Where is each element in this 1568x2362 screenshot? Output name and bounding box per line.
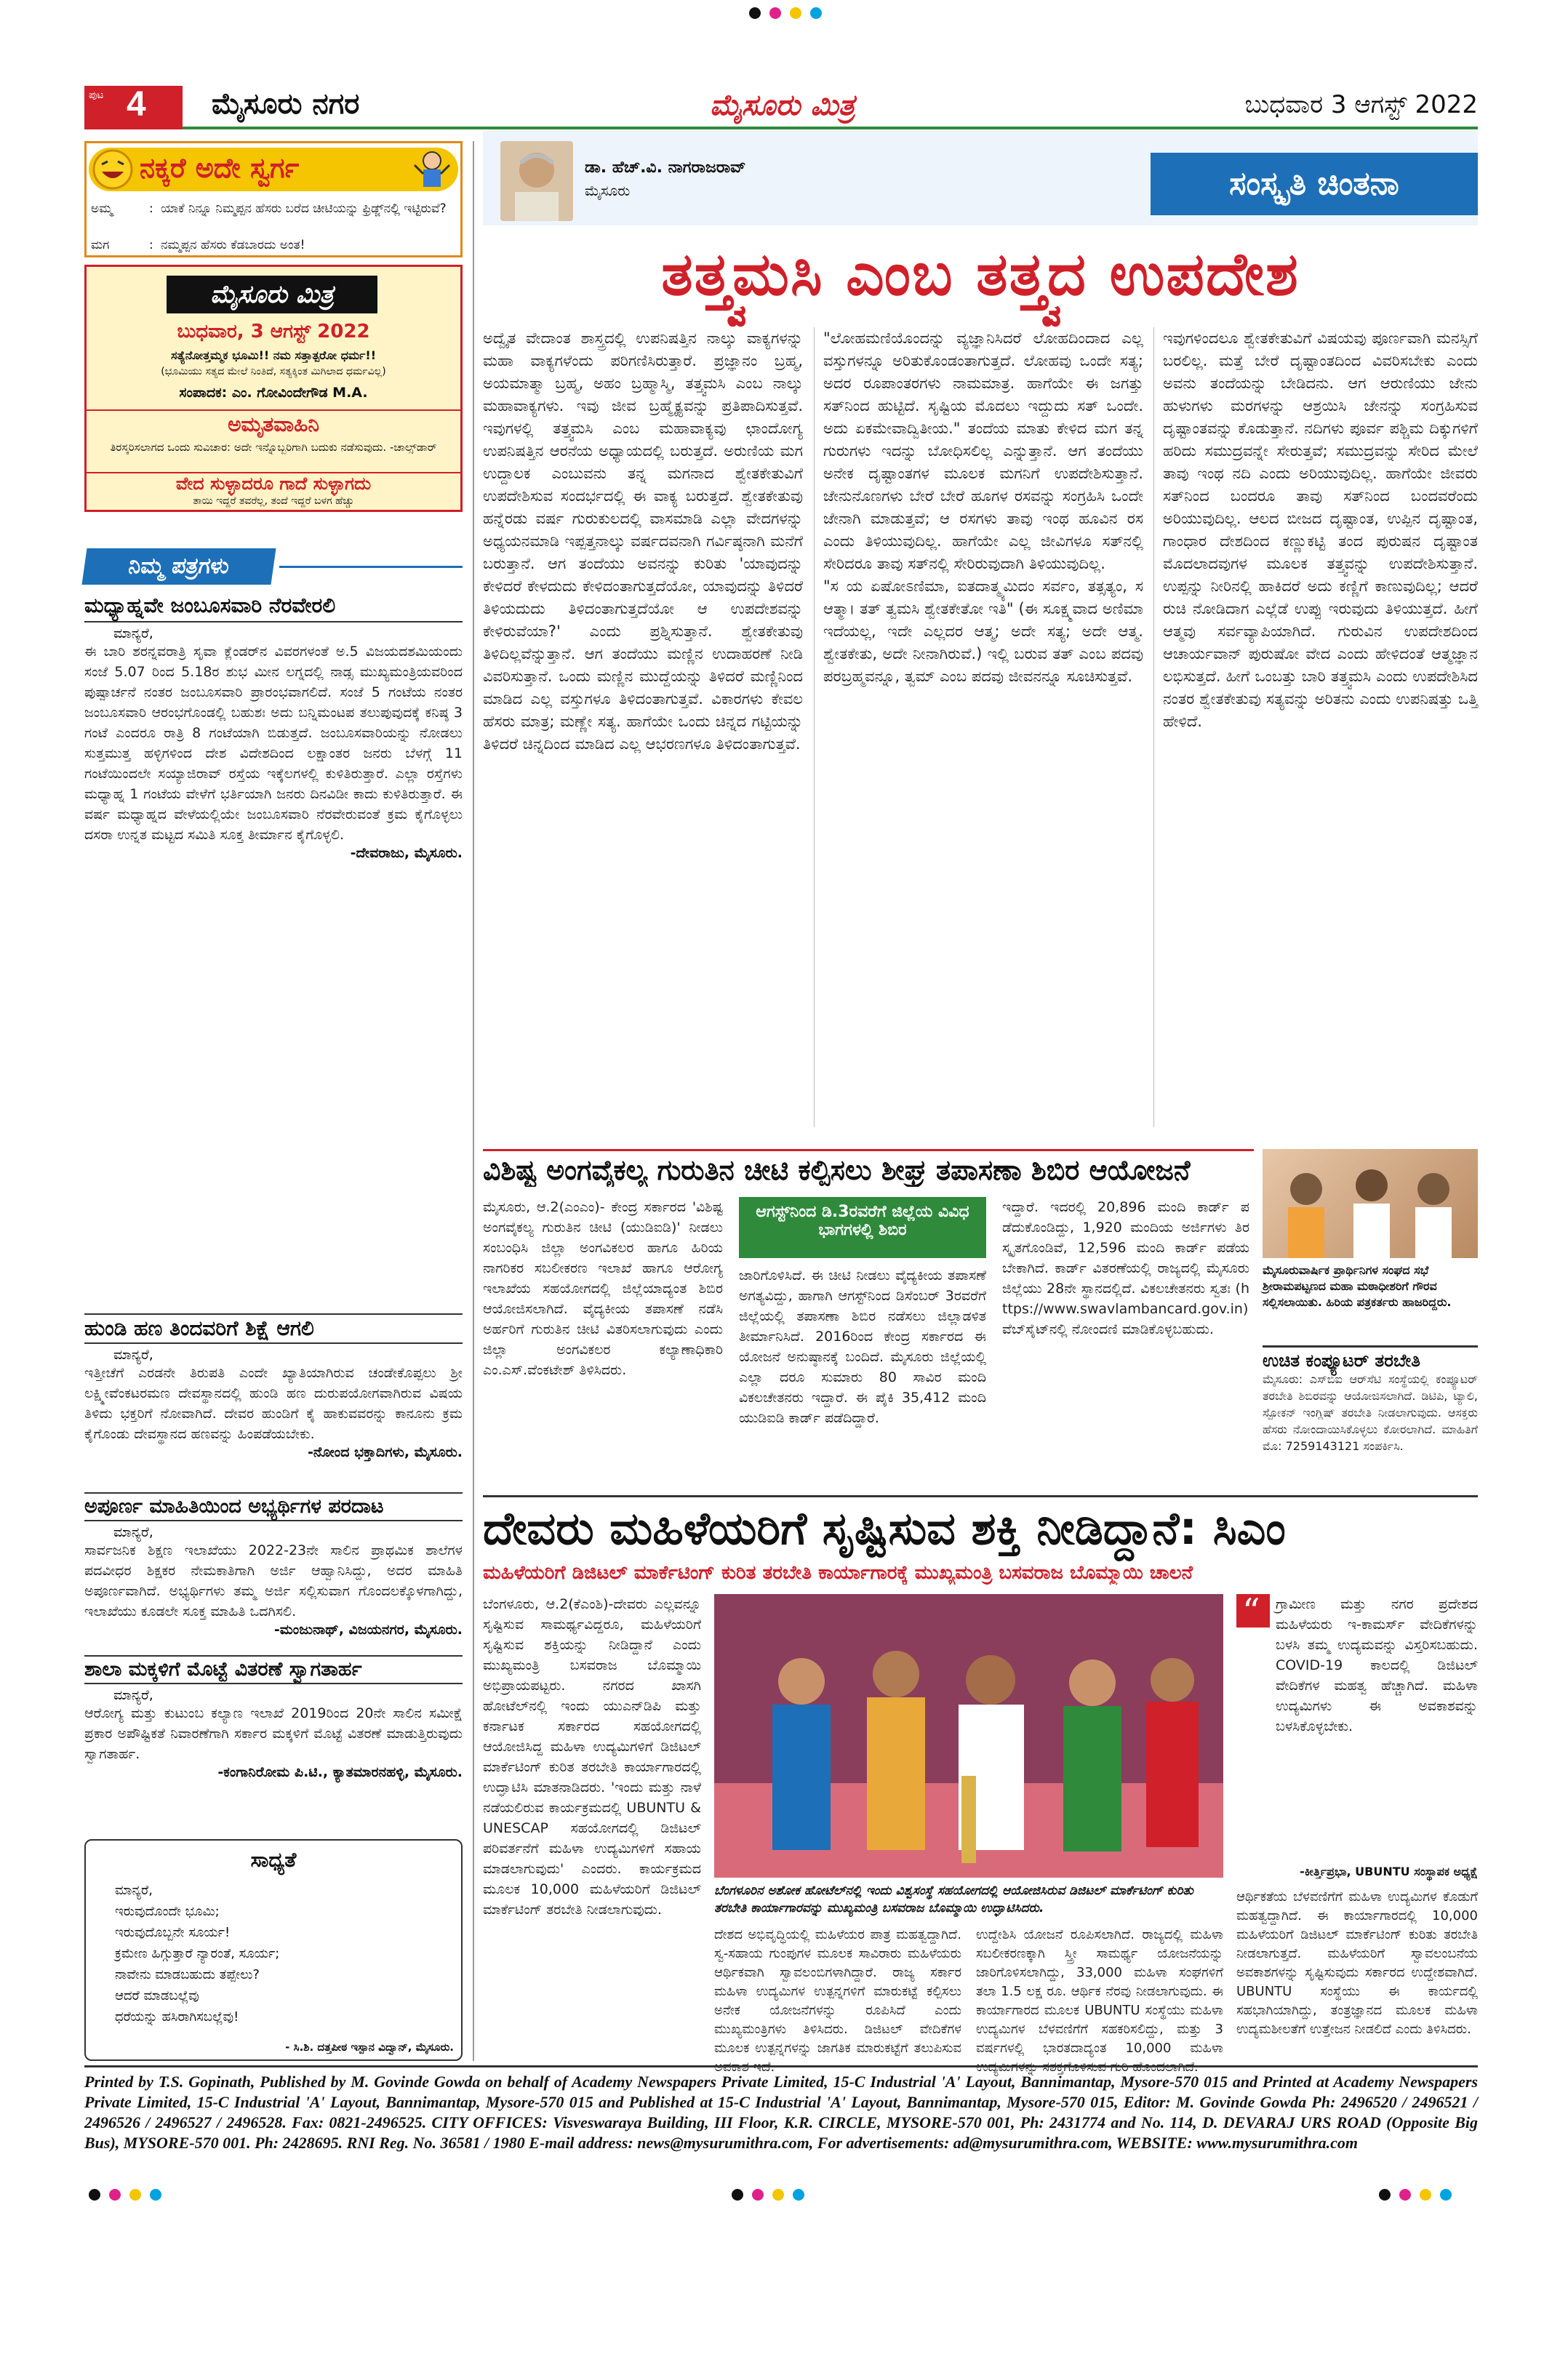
news1-col-1: ಮೈಸೂರು, ಆ.2(ಎಂಎಂ)- ಕೇಂದ್ರ ಸರ್ಕಾರದ 'ವಿಶಿಷ್ಟ ಅಂಗವೈಕಲ್ಯ ಗುರುತಿನ ಚೀಟಿ (ಯುಡಿಐಡಿ)' ನೀಡಲು ಸಂಬಂಧಿಸಿ ಜಿಲ್ಲಾ ಅಂಗವಿಕಲರ ಹಾಗೂ ಹಿರಿಯ ನಾಗರಿಕರ ಸಬಲೀಕರಣ ಇಲಾಖೆ ಹಾಗೂ ಆರೋಗ್ಯ ಇಲಾಖೆಯ ಸಹಯೋಗದಲ್ಲಿ ಜಿಲ್ಲೆಯಾದ್ಯಂತ ಶಿಬಿರ ಆಯೋಜಿಸಲಾಗಿದೆ. ವೈದ್ಯಕೀಯ ತಪಾಸಣೆ ನಡೆಸಿ ಅರ್ಹರಿಗೆ ಗುರುತಿನ ಚೀಟಿ ವಿತರಿಸಲಾಗುವುದು ಎಂದು ಜಿಲ್ಲಾ ಅಂಗವಿಕಲರ ಕಲ್ಯಾಣಾಧಿಕಾರಿ ಎಂ.ಎಸ್.ವೆಂಕಟೇಶ್ ತಿಳಿಸಿದರು. <box>483 1199 723 1378</box>
letter-title: ಅಪೂರ್ಣ ಮಾಹಿತಿಯಿಂದ ಅಭ್ಯರ್ಥಿಗಳ ಪರದಾಟ <box>84 1492 463 1521</box>
veda-text: ತಾಯಿ ಇದ್ದರೆ ತವರೆಲ್ಲ, ತಂದೆ ಇದ್ದರೆ ಬಳಗ ಹೆಚ್ಚು <box>193 495 354 507</box>
photo-box-small <box>1263 1149 1478 1338</box>
letter-4: ಶಾಲಾ ಮಕ್ಕಳಿಗೆ ಮೊಟ್ಟೆ ವಿತರಣೆ ಸ್ವಾಗತಾರ್ಹ ಮಾನ್ಯರೆ, ಆರೋಗ್ಯ ಮತ್ತು ಕುಟುಂಬ ಕಲ್ಯಾಣ ಇಲಾಖೆ 2019ರಿಂದ 20ನೇ ಸಾಲಿನ ಸಮೀಕ್ಷೆ ಪ್ರಕಾರ ಅಪೌಷ್ಟಿಕತೆ ನಿವಾರಣೆಗಾಗಿ ಸರ್ಕಾರ ಮಕ್ಕಳಿಗೆ ಮೊಟ್ಟೆ ವಿತರಣೆ ಮಾಡುತ್ತಿರುವುದು ಸ್ವಾಗತಾರ್ಹ. -ಕಂಗಾನಿರೋಮ ಪಿ.ಟಿ., ಕ್ಯಾತಮಾರನಹಳ್ಳಿ, ಮೈಸೂರು. <box>84 1655 463 1780</box>
author-portrait-icon <box>500 141 573 221</box>
letters-section <box>84 548 463 1712</box>
joke-line-1: ಅಮ್ಮ : ಯಾಕೆ ನಿನ್ನೂ ನಿಮ್ಮಪ್ಪನ ಹೆಸರು ಬರೆದ ಚೀಟಿಯನ್ನು ಫ್ರಿಡ್ಜ್‌ನಲ್ಲಿ ಇಟ್ಟಿರುವೆ? <box>91 201 447 216</box>
joke-title-bar <box>89 148 458 191</box>
left-column <box>84 141 463 2054</box>
editorial-editor: ಸಂಪಾದಕ: ಎಂ. ಗೋವಿಂದೇಗೌಡ M.A. <box>179 385 368 401</box>
feature-article <box>483 131 1478 1142</box>
letter-body: ಇತ್ತೀಚೆಗೆ ಎರಡನೇ ತಿರುಪತಿ ಎಂದೇ ಖ್ಯಾತಿಯಾಗಿರುವ ಚಂಡೇಕೊಪ್ಪಲು ಶ್ರೀ ಲಕ್ಷ್ಮೀವೆಂಕಟರಮಣ ದೇವಸ್ಥಾನದಲ್ಲಿ ಹುಂಡಿ ಹಣ ದುರುಪಯೋಗವಾಗಿರುವ ವಿಷಯ ತಿಳಿದು ಭಕ್ತರಿಗೆ ನೋವಾಗಿದೆ. ದೇವರ ಹುಂಡಿಗೆ ಕೈ ಹಾಕುವವರನ್ನು ಕಾನೂನು ಕ್ರಮ ಕೈಗೊಂಡು ದೇವಸ್ಥಾನದ ಹಣವನ್ನು ಹಿಂಪಡೆಯಬೇಕು. <box>84 1365 463 1442</box>
group-photo <box>1263 1149 1478 1258</box>
news1-col-2: ಜಾರಿಗೊಳಿಸಿದೆ. ಈ ಚೀಟಿ ನೀಡಲು ವೈದ್ಯಕೀಯ ತಪಾಸಣೆ ಅಗತ್ಯವಿದ್ದು, ಹಾಗಾಗಿ ಆಗಸ್ಟ್‌ನಿಂದ ಡಿಸೆಂಬರ್ 3ರವರೆಗೆ ಜಿಲ್ಲೆಯಲ್ಲಿ ತಪಾಸಣಾ ಶಿಬಿರ ನಡೆಸಲು ಜಿಲ್ಲಾಡಳಿತ ತೀರ್ಮಾನಿಸಿದೆ. 2016ರಿಂದ ಕೇಂದ್ರ ಸರ್ಕಾರದ ಈ ಯೋಜನೆ ಅನುಷ್ಠಾನಕ್ಕೆ ಬಂದಿದೆ. ಮೈಸೂರು ಜಿಲ್ಲೆಯಲ್ಲಿ ಎಲ್ಲಾ ದರೂ ಸುಮಾರು 80 ಸಾವಿರ ಮಂದಿ ವಿಕಲಚೇತನರು ಇದ್ದಾರೆ. ಈ ಪೈಕಿ 35,412 ಮಂದಿ ಯುಡಿಐಡಿ ಕಾರ್ಡ್ ಪಡೆದಿದ್ದಾರೆ. <box>739 1268 986 1426</box>
lead-col-2: ದೇಶದ ಅಭಿವೃದ್ಧಿಯಲ್ಲಿ ಮಹಿಳೆಯರ ಪಾತ್ರ ಮಹತ್ವದ್ದಾಗಿದೆ. ಸ್ವ-ಸಹಾಯ ಗುಂಪುಗಳ ಮೂಲಕ ಸಾವಿರಾರು ಮಹಿಳೆಯರು ಆರ್ಥಿಕವಾಗಿ ಸ್ವಾವಲಂಬಿಗಳಾಗಿದ್ದಾರೆ. ರಾಜ್ಯ ಸರ್ಕಾರ ಮಹಿಳಾ ಉದ್ಯಮಿಗಳ ಉತ್ಪನ್ನಗಳಿಗೆ ಮಾರುಕಟ್ಟೆ ಕಲ್ಪಿಸಲು ಅನೇಕ ಯೋಜನೆಗಳನ್ನು ರೂಪಿಸಿದೆ ಎಂದು ಮುಖ್ಯಮಂತ್ರಿಗಳು ತಿಳಿಸಿದರು. ಡಿಜಿಟಲ್ ವೇದಿಕೆಗಳ ಮೂಲಕ ಉತ್ಪನ್ನಗಳನ್ನು ಜಾಗತಿಕ ಮಾರುಕಟ್ಟೆಗೆ ತಲುಪಿಸುವ ಅವಕಾಶ ಇದೆ. <box>714 1927 961 2075</box>
news-disability-card <box>483 1149 1254 1491</box>
notice-box <box>1263 1345 1478 1491</box>
imprint-text: Printed by T.S. Gopinath, Published by M. Govinde Gowda on behalf of Academy Newspapers Private Limited, 15-C Industrial 'A' Layout, Bannimantap, Mysore-570 015 and Printed at Academy Newspapers Private Limited, 15-C Industrial 'A' Layout, Bannimantap, Mysore-570 015 and Published at 15-C Industrial 'A' Layout, Bannimantap, Mysore-570 015, Editor: M. Govinde Gowda Ph: 2496520 / 2496521 / 2496526 / 2496527 / 2496528. Fax: 0821-2496525. CITY OFFICES: Visveswaraya Building, III Floor, K.R. CIRCLE, MYSORE-570 001, Ph: 2431774 and No. 114, D. DEVARAJ URS ROAD (Opposite Big Bus), MYSORE-570 001. Ph: 2428695. RNI Reg. No. 36581 / 1980 E-mail address: news@mysurumithra.com, For advertisements: ad@mysurumithra.com, WEBSITE: www.mysurumithra.com <box>84 2073 1478 2152</box>
feature-col-1: ಅದ್ವೈತ ವೇದಾಂತ ಶಾಸ್ತ್ರದಲ್ಲಿ ಉಪನಿಷತ್ತಿನ ನಾಲ್ಕು ವಾಕ್ಯಗಳನ್ನು ಮಹಾ ವಾಕ್ಯಗಳೆಂದು ಪರಿಗಣಿಸಿರುತ್ತಾರೆ. ಪ್ರಜ್ಞಾನಂ ಬ್ರಹ್ಮ, ಅಯಮಾತ್ಮಾ ಬ್ರಹ್ಮ, ಅಹಂ ಬ್ರಹ್ಮಾಸ್ಮಿ, ತತ್ತ್ವಮಸಿ ಎಂಬ ನಾಲ್ಕು ಮಹಾವಾಕ್ಯಗಳು. ಇವು ಜೀವ ಬ್ರಹ್ಮೈಕ್ಯವನ್ನು ಪ್ರತಿಪಾದಿಸುತ್ತವೆ. ಇವುಗಳಲ್ಲಿ ತತ್ತ್ವಮಸಿ ಎಂಬ ಮಹಾವಾಕ್ಯವು ಛಾಂದೋಗ್ಯ ಉಪನಿಷತ್ತಿನ ಆರನೆಯ ಅಧ್ಯಾಯದಲ್ಲಿ ಬರುತ್ತದೆ. ಅರುಣಿಯ ಮಗ ಉದ್ದಾಲಕ ಎಂಬುವನು ತನ್ನ ಮಗನಾದ ಶ್ವೇತಕೇತುವಿಗೆ ಉಪದೇಶಿಸುವ ಸಂದರ್ಭದಲ್ಲಿ ಈ ವಾಕ್ಯ ಬರುತ್ತದೆ. ಶ್ವೇತಕೇತುವು ಹನ್ನೆರಡು ವರ್ಷ ಗುರುಕುಲದಲ್ಲಿ ವಾಸಮಾಡಿ ಎಲ್ಲಾ ವೇದಗಳನ್ನು ಅಧ್ಯಯನಮಾಡಿ ಇಪ್ಪತ್ತನಾಲ್ಕು ವರ್ಷದವನಾಗಿ ಗರ್ವಿಷ್ಠನಾಗಿ ಮನೆಗೆ ಬರುತ್ತಾನೆ. ಆಗ ತಂದೆಯು ಅವನನ್ನು ಕುರಿತು 'ಯಾವುದನ್ನು ಕೇಳಿದರೆ ಕೇಳದುದು ಕೇಳಿದಂತಾಗುತ್ತದೆಯೋ, ಯಾವುದನ್ನು ತಿಳಿದರೆ ತಿಳಿಯದುದು ತಿಳಿದಂತಾಗುತ್ತದೆಯೋ ಆ ಉಪದೇಶವನ್ನು ಕೇಳಿರುವೆಯಾ?' ಎಂದು ಪ್ರಶ್ನಿಸುತ್ತಾನೆ. ಶ್ವೇತಕೇತುವು ತಿಳಿದಿಲ್ಲವೆನ್ನುತ್ತಾನೆ. ಆಗ ತಂದೆಯು ಮಣ್ಣಿನ ಉದಾಹರಣೆ ನೀಡಿ ವಿವರಿಸುತ್ತಾನೆ. ಒಂದು ಮಣ್ಣಿನ ಮುದ್ದೆಯನ್ನು ತಿಳಿದರೆ ಮಣ್ಣಿನಿಂದ ಮಾಡಿದ ಎಲ್ಲ ವಸ್ತುಗಳೂ ತಿಳಿದಂತಾಗುತ್ತವೆ. ವಿಕಾರಗಳು ಕೇವಲ ಹೆಸರು ಮಾತ್ರ; ಮಣ್ಣೇ ಸತ್ಯ. ಹಾಗೆಯೇ ಒಂದು ಚಿನ್ನದ ಗಟ್ಟಿಯನ್ನು ತಿಳಿದರೆ ಚಿನ್ನದಿಂದ ಮಾಡಿದ ಎಲ್ಲ ಆಭರಣಗಳೂ ತಿಳಿದಂತಾಗುತ್ತವೆ. <box>483 329 803 753</box>
joke-box <box>84 141 463 257</box>
news1-headline: ವಿಶಿಷ್ಟ ಅಂಗವೈಕಲ್ಯ ಗುರುತಿನ ಚೀಟಿ ಕಲ್ಪಿಸಲು ಶೀಘ್ರ ತಪಾಸಣಾ ಶಿಬಿರ ಆಯೋಜನೆ <box>483 1149 1254 1187</box>
letter-2: ಹುಂಡಿ ಹಣ ತಿಂದವರಿಗೆ ಶಿಕ್ಷೆ ಆಗಲಿ ಮಾನ್ಯರೆ, ಇತ್ತೀಚೆಗೆ ಎರಡನೇ ತಿರುಪತಿ ಎಂದೇ ಖ್ಯಾತಿಯಾಗಿರುವ ಚಂಡೇಕೊಪ್ಪಲು ಶ್ರೀ ಲಕ್ಷ್ಮೀವೆಂಕಟರಮಣ ದೇವಸ್ಥಾನದಲ್ಲಿ ಹುಂಡಿ ಹಣ ದುರುಪಯೋಗವಾಗಿರುವ ವಿಷಯ ತಿಳಿದು ಭಕ್ತರಿಗೆ ನೋವಾಗಿದೆ. ದೇವರ ಹುಂಡಿಗೆ ಕೈ ಹಾಕುವವರನ್ನು ಕಾನೂನು ಕ್ರಮ ಕೈಗೊಂಡು ದೇವಸ್ಥಾನದ ಹಣವನ್ನು ಹಿಂಪಡೆಯಬೇಕು. -ನೋಂದ ಭಕ್ತಾದಿಗಳು, ಮೈಸೂರು. <box>84 1313 463 1460</box>
paper-logo: ಮೈಸೂರು ಮಿತ್ರ <box>710 89 855 122</box>
people-photo-icon <box>1263 1149 1478 1258</box>
notice-title: ಉಚಿತ ಕಂಪ್ಯೂಟರ್ ತರಬೇತಿ <box>1263 1350 1420 1371</box>
registration-dots-bottom-left <box>84 2189 186 2211</box>
registration-dots-top <box>676 7 895 29</box>
news1-col-3: ಇದ್ದಾರೆ. ಇದರಲ್ಲಿ 20,896 ಮಂದಿ ಕಾರ್ಡ್ ಪಡೆದುಕೊಂಡಿದ್ದು, 1,920 ಮಂದಿಯ ಅರ್ಜಿಗಳು ತಿರಸ್ಕೃತಗೊಂಡಿವೆ, 12,596 ಮಂದಿ ಕಾರ್ಡ್ ಪಡೆಯಬೇಕಾಗಿದೆ. ಕಾರ್ಡ್ ವಿತರಣೆಯಲ್ಲಿ ರಾಜ್ಯದಲ್ಲಿ ಮೈಸೂರು ಜಿಲ್ಲೆಯು 28ನೇ ಸ್ಥಾನದಲ್ಲಿದೆ. ವಿಕಲಚೇತನರು ಸ್ವತಃ (https://www.swavlambancard.gov.in) ವೆಬ್‌ಸೈಟ್‌ನಲ್ಲಿ ನೋಂದಣಿ ಮಾಡಿಕೊಳ್ಳಬಹುದು. <box>1002 1199 1249 1337</box>
lead-headline: ದೇವರು ಮಹಿಳೆಯರಿಗೆ ಸೃಷ್ಟಿಸುವ ಶಕ್ತಿ ನೀಡಿದ್ದಾನೆ: ಸಿಎಂ <box>483 1495 1478 1556</box>
page-number-badge <box>84 86 183 129</box>
editorial-box <box>84 265 463 512</box>
news1-inset: ಆಗಸ್ಟ್‌ನಿಂದ ಡಿ.3ರವರೆಗೆ ಜಿಲ್ಲೆಯ ವಿವಿಧ ಭಾಗಗಳಲ್ಲಿ ಶಿಬಿರ <box>739 1197 986 1258</box>
letter-title: ಶಾಲಾ ಮಕ್ಕಳಿಗೆ ಮೊಟ್ಟೆ ವಿತರಣೆ ಸ್ವಾಗತಾರ್ಹ <box>84 1655 463 1684</box>
joke-line-2: ಮಗ : ನಮ್ಮಪ್ಪನ ಹೆಸರು ಕೆಡಬಾರದು ಅಂತ! <box>91 238 305 252</box>
editorial-logo: ಮೈಸೂರು ಮಿತ್ರ <box>167 276 377 313</box>
lead-subhead: ಮಹಿಳೆಯರಿಗೆ ಡಿಜಿಟಲ್ ಮಾರ್ಕೆಟಿಂಗ್ ಕುರಿತ ತರಬೇತಿ ಕಾರ್ಯಾಗಾರಕ್ಕೆ ಮುಖ್ಯಮಂತ್ರಿ ಬಸವರಾಜ ಬೊಮ್ಮಾಯಿ ಚಾಲನೆ <box>483 1562 1193 1584</box>
letter-1: ಮಧ್ಯಾಹ್ನವೇ ಜಂಬೂಸವಾರಿ ನೆರವೇರಲಿ ಮಾನ್ಯರೆ, ಈ ಬಾರಿ ಶರನ್ನವರಾತ್ರಿ ಸೃವಾ ಕ್ಲೆಂಡರ್‌ನ ವಿವರಗಳಂತೆ ಅ.5 ವಿಜಯದಶಮಿಯಂದು ಸಂಜೆ 5.07 ರಿಂದ 5.18ರ ಶುಭ ಮೀನ ಲಗ್ನದಲ್ಲಿ ನಾಡ್ಸ ಮುಖ್ಯಮಂತ್ರಿಯವರಿಂದ ಪುಷ್ಪಾರ್ಚನೆ ನಂತರ ಜಂಬೂಸವಾರಿ ಪ್ರಾರಂಭವಾಗಲಿದೆ. ಸಂಜೆ 5 ಗಂಟೆಯ ನಂತರ ಜಂಬೂಸವಾರಿ ಆರಂಭಗೊಂಡಲ್ಲಿ ಬಹುಶಃ ಅದು ಬನ್ನಿಮಂಟಪ ತಲುಪುವುದಕ್ಕೆ ಕನಿಷ್ಠ 3 ಗಂಟೆ ಎಂದರೂ ರಾತ್ರಿ 8 ಗಂಟೆಯಾಗಿ ಬಿಡುತ್ತದೆ. ಜಂಬೂಸವಾರಿಯನ್ನು ನೋಡಲು ಸುತ್ತಮುತ್ತ ಹಳ್ಳಿಗಳಿಂದ ದೇಶ ವಿದೇಶದಿಂದ ಲಕ್ಷಾಂತರ ಜನರು ಬೆಳಗ್ಗೆ 11 ಗಂಟೆಯಿಂದಲೇ ಸಯ್ಯಾಜಿರಾವ್ ರಸ್ತೆಯ ಇಕ್ಕೆಲಗಳಲ್ಲಿ ಕುಳಿತಿರುತ್ತಾರೆ. ಎಲ್ಲಾ ರಸ್ತೆಗಳು ಮಧ್ಯಾಹ್ನ 1 ಗಂಟೆಯ ವೇಳೆಗೆ ಭರ್ತಿಯಾಗಿ ಜನರು ದಿನವಿಡೀ ಕಾದು ಕುಳಿತಿರುತ್ತಾರೆ. ಈ ವರ್ಷ ಮಧ್ಯಾಹ್ನದ ವೇಳೆಯಲ್ಲಿಯೇ ಜಂಬೂಸವಾರಿ ನೆರವೇರುವಂತೆ ಕ್ರಮ ಕೈಗೊಳ್ಳಲು ದಸರಾ ಉನ್ನತ ಮಟ್ಟದ ಸಮಿತಿ ಸೂಕ್ತ ತೀರ್ಮಾನ ಕೈಗೊಳ್ಳಲಿ. -ದೇವರಾಜು, ಮೈಸೂರು. <box>84 593 463 861</box>
editorial-date: ಬುಧವಾರ, 3 ಆಗಸ್ಟ್ 2022 <box>177 321 370 343</box>
letter-3: ಅಪೂರ್ಣ ಮಾಹಿತಿಯಿಂದ ಅಭ್ಯರ್ಥಿಗಳ ಪರದಾಟ ಮಾನ್ಯರೆ, ಸಾರ್ವಜನಿಕ ಶಿಕ್ಷಣ ಇಲಾಖೆಯು 2022-23ನೇ ಸಾಲಿನ ಪ್ರಾಥಮಿಕ ಶಾಲೆಗಳ ಪದವೀಧರ ಶಿಕ್ಷಕರ ನೇಮಕಾತಿಗಾಗಿ ಅರ್ಜಿ ಆಹ್ವಾನಿಸಿದ್ದು, ಅದರ ಮಾಹಿತಿ ಅಪೂರ್ಣವಾಗಿದೆ. ಅಭ್ಯರ್ಥಿಗಳು ತಮ್ಮ ಅರ್ಜಿ ಸಲ್ಲಿಸುವಾಗ ಗೊಂದಲಕ್ಕೊಳಗಾಗಿದ್ದು, ಇಲಾಖೆಯು ಕೂಡಲೇ ಸೂಕ್ತ ಮಾಹಿತಿ ಒದಗಿಸಲಿ. -ಮಂಜುನಾಥ್, ವಿಜಯನಗರ, ಮೈಸೂರು. <box>84 1492 463 1638</box>
poem-sign: - ಸಿ.ಶಿ. ದತ್ತಪೀಠ ಇಸ್ಪಾನ ವಿದ್ವಾನ್, ಮೈಸೂರು. <box>285 2041 454 2054</box>
lead-col-1: ಬೆಂಗಳೂರು, ಆ.2(ಕೆಎಂಶಿ)-ದೇವರು ಎಲ್ಲವನ್ನೂ ಸೃಷ್ಟಿಸುವ ಸಾಮರ್ಥ್ಯವಿದ್ದರೂ, ಮಹಿಳೆಯರಿಗೆ ಸೃಷ್ಟಿಸುವ ಶಕ್ತಿಯನ್ನು ನೀಡಿದ್ದಾನೆ ಎಂದು ಮುಖ್ಯಮಂತ್ರಿ ಬಸವರಾಜ ಬೊಮ್ಮಾಯಿ ಅಭಿಪ್ರಾಯಪಟ್ಟರು. ನಗರದ ಖಾಸಗಿ ಹೋಟೆಲ್‌ನಲ್ಲಿ ಇಂದು ಯುಎನ್‌ಡಿಪಿ ಮತ್ತು ಕರ್ನಾಟಕ ಸರ್ಕಾರದ ಸಹಯೋಗದಲ್ಲಿ ಆಯೋಜಿಸಿದ್ದ ಮಹಿಳಾ ಉದ್ಯಮಿಗಳಿಗೆ ಡಿಜಿಟಲ್ ಮಾರ್ಕೆಟಿಂಗ್ ಕುರಿತ ತರಬೇತಿ ಕಾರ್ಯಾಗಾರದಲ್ಲಿ ಉದ್ಘಾಟಿಸಿ ಮಾತನಾಡಿದರು. 'ಇಂದು ಮತ್ತು ನಾಳೆ ನಡೆಯಲಿರುವ ಕಾರ್ಯಕ್ರಮದಲ್ಲಿ UBUNTU & UNESCAP ಸಹಯೋಗದಲ್ಲಿ ಡಿಜಿಟಲ್ ಪರಿವರ್ತನೆಗೆ ಮಹಿಳಾ ಉದ್ಯಮಿಗಳಿಗೆ ಸಹಾಯ ಮಾಡಲಾಗುವುದು' ಎಂದರು. ಕಾರ್ಯಕ್ರಮದ ಮೂಲಕ 10,000 ಮಹಿಳೆಯರಿಗೆ ಡಿಜಿಟಲ್ ಮಾರ್ಕೆಟಿಂಗ್ ತರಬೇತಿ ನೀಡಲಾಗುವುದು. <box>483 1596 701 1918</box>
lead-col-3: ಉದ್ದೇಶಿಸಿ ಯೋಜನೆ ರೂಪಿಸಲಾಗಿದೆ. ರಾಜ್ಯದಲ್ಲಿ ಮಹಿಳಾ ಸಬಲೀಕರಣಕ್ಕಾಗಿ ಸ್ತ್ರೀ ಸಾಮರ್ಥ್ಯ ಯೋಜನೆಯನ್ನು ಜಾರಿಗೊಳಿಸಲಾಗಿದ್ದು, 33,000 ಮಹಿಳಾ ಸಂಘಗಳಿಗೆ ತಲಾ 1.5 ಲಕ್ಷ ರೂ. ಆರ್ಥಿಕ ನೆರವು ನೀಡಲಾಗುವುದು. ಈ ಕಾರ್ಯಾಗಾರದ ಮೂಲಕ UBUNTU ಸಂಸ್ಥೆಯು ಮಹಿಳಾ ಉದ್ಯಮಿಗಳ ಬೆಳವಣಿಗೆಗೆ ಸಹಕರಿಸಲಿದ್ದು, ಮತ್ತು 3 ವರ್ಷಗಳಲ್ಲಿ ಭಾರತದಾದ್ಯಂತ 10,000 ಮಹಿಳಾ ಉದ್ಯಮಿಗಳನ್ನು ಸಶಕ್ತಗೊಳಿಸುವ ಗುರಿ ಹೊಂದಲಾಗಿದೆ. <box>976 1927 1223 2075</box>
joke-title: ನಕ್ಕರೆ ಅದೇ ಸ್ವರ್ಗ <box>140 152 300 184</box>
registration-dots-bottom-right <box>1375 2189 1476 2211</box>
feature-col-3: ಇವುಗಳಿಂದಲೂ ಶ್ವೇತಕೇತುವಿಗೆ ವಿಷಯವು ಪೂರ್ಣವಾಗಿ ಮನಸ್ಸಿಗೆ ಬರಲಿಲ್ಲ. ಮತ್ತೆ ಬೇರೆ ದೃಷ್ಟಾಂತದಿಂದ ವಿವರಿಸಬೇಕು ಎಂದು ಅವನು ತಂದೆಯನ್ನು ಬೇಡಿದನು. ಆಗ ಆರುಣಿಯು ಜೇನು ಹುಳುಗಳು ಮರಗಳನ್ನು ಆಶ್ರಯಿಸಿ ಜೇನನ್ನು ಸಂಗ್ರಹಿಸುವ ದೃಷ್ಟಾಂತವನ್ನು ಕೊಡುತ್ತಾನೆ. ನದಿಗಳು ಪೂರ್ವ ಪಶ್ಚಿಮ ದಿಕ್ಕುಗಳಿಗೆ ಹರಿದು ಸಮುದ್ರವನ್ನೇ ಸೇರುತ್ತವೆ; ಸಮುದ್ರವನ್ನು ಸೇರಿದ ಮೇಲೆ ತಾವು ಇಂಥ ನದಿ ಎಂದು ಅರಿಯುವುದಿಲ್ಲ. ಹಾಗೆಯೇ ಜೀವರು ಸತ್‌ನಿಂದ ಬಂದರೂ ತಾವು ಸತ್‌ನಿಂದ ಬಂದವರೆಂದು ಅರಿಯುವುದಿಲ್ಲ. ಆಲದ ಬೀಜದ ದೃಷ್ಟಾಂತ, ಉಪ್ಪಿನ ದೃಷ್ಟಾಂತ, ಗಾಂಧಾರ ದೇಶದಿಂದ ಕಣ್ಣುಕಟ್ಟಿ ತಂದ ಪುರುಷನ ದೃಷ್ಟಾಂತ ಮೊದಲಾದವುಗಳ ಮೂಲಕ ತತ್ತ್ವವನ್ನು ಉಪದೇಶಿಸುತ್ತಾನೆ. ಉಪ್ಪನ್ನು ನೀರಿನಲ್ಲಿ ಹಾಕಿದರೆ ಅದು ಕಣ್ಣಿಗೆ ಕಾಣುವುದಿಲ್ಲ; ಆದರೆ ರುಚಿ ನೋಡಿದಾಗ ಎಲ್ಲೆಡೆ ಉಪ್ಪು ಇರುವುದು ತಿಳಿಯುತ್ತದೆ. ಹೀಗೆ ಆತ್ಮವು ಸರ್ವವ್ಯಾಪಿಯಾಗಿದೆ. ಗುರುವಿನ ಉಪದೇಶದಿಂದ ಆಚಾರ್ಯವಾನ್ ಪುರುಷೋ ವೇದ ಎಂದು ಹೇಳಿದಂತೆ ಆತ್ಮಜ್ಞಾನ ಲಭಿಸುತ್ತದೆ. ಹೀಗೆ ಒಂಬತ್ತು ಬಾರಿ ತತ್ತ್ವಮಸಿ ಎಂದು ಉಪದೇಶಿಸಿದ ನಂತರ ಶ್ವೇತಕೇತುವು ಸತ್ಯವನ್ನು ಅರಿತನು ಎಂದು ಉಪನಿಷತ್ತು ಒತ್ತಿ ಹೇಳಿದೆ. <box>1163 329 1478 730</box>
letter-body: ಈ ಬಾರಿ ಶರನ್ನವರಾತ್ರಿ ಸೃವಾ ಕ್ಲೆಂಡರ್‌ನ ವಿವರಗಳಂತೆ ಅ.5 ವಿಜಯದಶಮಿಯಂದು ಸಂಜೆ 5.07 ರಿಂದ 5.18ರ ಶುಭ ಮೀನ ಲಗ್ನದಲ್ಲಿ ನಾಡ್ಸ ಮುಖ್ಯಮಂತ್ರಿಯವರಿಂದ ಪುಷ್ಪಾರ್ಚನೆ ನಂತರ ಜಂಬೂಸವಾರಿ ಪ್ರಾರಂಭವಾಗಲಿದೆ. ಸಂಜೆ 5 ಗಂಟೆಯ ನಂತರ ಜಂಬೂಸವಾರಿ ಆರಂಭಗೊಂಡಲ್ಲಿ ಬಹುಶಃ ಅದು ಬನ್ನಿಮಂಟಪ ತಲುಪುವುದಕ್ಕೆ ಕನಿಷ್ಠ 3 ಗಂಟೆ ಎಂದರೂ ರಾತ್ರಿ 8 ಗಂಟೆಯಾಗಿ ಬಿಡುತ್ತದೆ. ಜಂಬೂಸವಾರಿಯನ್ನು ನೋಡಲು ಸುತ್ತಮುತ್ತ ಹಳ್ಳಿಗಳಿಂದ ದೇಶ ವಿದೇಶದಿಂದ ಲಕ್ಷಾಂತರ ಜನರು ಬೆಳಗ್ಗೆ 11 ಗಂಟೆಯಿಂದಲೇ ಸಯ್ಯಾಜಿರಾವ್ ರಸ್ತೆಯ ಇಕ್ಕೆಲಗಳಲ್ಲಿ ಕುಳಿತಿರುತ್ತಾರೆ. ಎಲ್ಲಾ ರಸ್ತೆಗಳು ಮಧ್ಯಾಹ್ನ 1 ಗಂಟೆಯ ವೇಳೆಗೆ ಭರ್ತಿಯಾಗಿ ಜನರು ದಿನವಿಡೀ ಕಾದು ಕುಳಿತಿರುತ್ತಾರೆ. ಈ ವರ್ಷ ಮಧ್ಯಾಹ್ನದ ವೇಳೆಯಲ್ಲಿಯೇ ಜಂಬೂಸವಾರಿ ನೆರವೇರುವಂತೆ ಕ್ರಮ ಕೈಗೊಳ್ಳಲು ದಸರಾ ಉನ್ನತ ಮಟ್ಟದ ಸಮಿತಿ ಸೂಕ್ತ ತೀರ್ಮಾನ ಕೈಗೊಳ್ಳಲಿ. <box>84 644 463 843</box>
poem-title: ಸಾಧ್ಯತೆ <box>250 1848 297 1872</box>
quote-mark-icon <box>1236 1594 1270 1628</box>
notice-body: ಮೈಸೂರು: ಎಸ್‌ಬಿಐ ಆರ್‌ಸೆಟಿ ಸಂಸ್ಥೆಯಲ್ಲಿ ಕಂಪ್ಯೂಟರ್ ತರಬೇತಿ ಶಿಬಿರವನ್ನು ಆಯೋಜಿಸಲಾಗಿದೆ. ಡಿಟಿಪಿ, ಟ್ಯಾಲಿ, ಸ್ಪೋಕನ್ ಇಂಗ್ಲಿಷ್ ತರಬೇತಿ ನೀಡಲಾಗುವುದು. ಆಸಕ್ತರು ಹೆಸರು ನೋಂದಾಯಿಸಿಕೊಳ್ಳಲು ಕೋರಲಾಗಿದೆ. ಮಾಹಿತಿಗೆ ಮೊ: 7259143121 ಸಂಪರ್ಕಿಸಿ. <box>1263 1372 1478 1453</box>
date-line: ಬುಧವಾರ 3 ಆಗಸ್ಟ್ 2022 <box>1244 90 1478 119</box>
lead-photo-caption: ಬೆಂಗಳೂರಿನ ಅಶೋಕ ಹೋಟೆಲ್‌ನಲ್ಲಿ ಇಂದು ವಿಶ್ವಸಂಸ್ಥೆ ಸಹಯೋಗದಲ್ಲಿ ಆಯೋಜಿಸಿರುವ ಡಿಜಿಟಲ್ ಮಾರ್ಕೆಟಿಂಗ್ ಕುರಿತು ತರಬೇತಿ ಕಾರ್ಯಾಗಾರವನ್ನು ಮುಖ್ಯಮಂತ್ರಿ ಬಸವರಾಜ ಬೊಮ್ಮಾಯಿ ಉದ್ಘಾಟಿಸಿದರು. <box>714 1883 1193 1915</box>
poem-lines: ಮಾನ್ಯರೆ, ಇರುವುದೊಂದೇ ಭೂಮಿ; ಇರುವುದೊಬ್ಬನೇ ಸೂರ್ಯ! ಕ್ರಮೇಣ ಹಿಗ್ಗುತ್ತಾರೆ ನ್ಯಾರಂತೆ, ಸೂರ್ಯ; ನಾವೇನು ಮಾಡಬಹುದು ತಪ್ಪೇಲು? ಆದರೆ ಮಾಡಬಲ್ಲೆವು ಧರೆಯನ್ನು ಹಸಿರಾಗಿಸಬಲ್ಲೆವು! <box>115 1883 280 2025</box>
editorial-motto: ಸತ್ಯೆನೋತ್ತಮ್ಮಕ ಭೂಮಿ!! ನಮ ಸತ್ತಾತ್ಪರೋ ಧರ್ಮ!! <box>170 348 377 362</box>
column-divider <box>473 141 474 2061</box>
svg-text:“: “ <box>1242 1594 1260 1628</box>
masthead <box>84 86 1478 129</box>
letter-body: ಆರೋಗ್ಯ ಮತ್ತು ಕುಟುಂಬ ಕಲ್ಯಾಣ ಇಲಾಖೆ 2019ರಿಂದ 20ನೇ ಸಾಲಿನ ಸಮೀಕ್ಷೆ ಪ್ರಕಾರ ಅಪೌಷ್ಟಿಕತೆ ನಿವಾರಣೆಗಾಗಿ ಸರ್ಕಾರ ಮಕ್ಕಳಿಗೆ ಮೊಟ್ಟೆ ವಿತರಣೆ ಮಾಡುತ್ತಿರುವುದು ಸ್ವಾಗತಾರ್ಹ. <box>84 1705 463 1762</box>
page-label: ಪುಟ <box>89 89 104 100</box>
registration-dots-bottom-center <box>727 2189 844 2211</box>
event-photo-icon <box>714 1594 1223 1878</box>
lead-col-4: ಆರ್ಥಿಕತೆಯ ಬೆಳವಣಿಗೆಗೆ ಮಹಿಳಾ ಉದ್ಯಮಿಗಳ ಕೊಡುಗೆ ಮಹತ್ವದ್ದಾಗಿದೆ. ಈ ಕಾರ್ಯಾಗಾರದಲ್ಲಿ 10,000 ಮಹಿಳೆಯರಿಗೆ ಡಿಜಿಟಲ್ ಮಾರ್ಕೆಟಿಂಗ್ ಕುರಿತು ತರಬೇತಿ ನೀಡಲಾಗುತ್ತದೆ. ಮಹಿಳೆಯರಿಗೆ ಸ್ವಾವಲಂಬನೆಯ ಅವಕಾಶಗಳನ್ನು ಸೃಷ್ಟಿಸುವುದು ಸರ್ಕಾರದ ಉದ್ದೇಶವಾಗಿದೆ. UBUNTU ಸಂಸ್ಥೆಯು ಈ ಕಾರ್ಯದಲ್ಲಿ ಸಹಭಾಗಿಯಾಗಿದ್ದು, ತಂತ್ರಜ್ಞಾನದ ಮೂಲಕ ಮಹಿಳಾ ಉದ್ಯಮಶೀಲತೆಗೆ ಉತ್ತೇಜನ ನೀಡಲಿದೆ ಎಂದು ತಿಳಿಸಿದರು. <box>1236 1889 1478 2037</box>
lead-news <box>483 1495 1478 2075</box>
cartoon-figure-icon <box>410 148 454 191</box>
letter-body: ಸಾರ್ವಜನಿಕ ಶಿಕ್ಷಣ ಇಲಾಖೆಯು 2022-23ನೇ ಸಾಲಿನ ಪ್ರಾಥಮಿಕ ಶಾಲೆಗಳ ಪದವೀಧರ ಶಿಕ್ಷಕರ ನೇಮಕಾತಿಗಾಗಿ ಅರ್ಜಿ ಆಹ್ವಾನಿಸಿದ್ದು, ಅದರ ಮಾಹಿತಿ ಅಪೂರ್ಣವಾಗಿದೆ. ಅಭ್ಯರ್ಥಿಗಳು ತಮ್ಮ ಅರ್ಜಿ ಸಲ್ಲಿಸುವಾಗ ಗೊಂದಲಕ್ಕೊಳಗಾಗಿದ್ದು, ಇಲಾಖೆಯು ಕೂಡಲೇ ಸೂಕ್ತ ಮಾಹಿತಿ ಒದಗಿಸಲಿ. <box>84 1542 463 1620</box>
letter-title: ಹುಂಡಿ ಹಣ ತಿಂದವರಿಗೆ ಶಿಕ್ಷೆ ಆಗಲಿ <box>84 1313 463 1344</box>
amruta-text: ತಿರಸ್ಕರಿಸಲಾಗದ ಒಂದು ಸುವಿಚಾರ: ಅದೇ ಇನ್ನೊಬ್ಬರಿಗಾಗಿ ಬದುಕು ನಡೆಸುವುದು. -ಚಾಲ್ಸ್‌ಡಾರ್ <box>110 441 437 454</box>
poem-box <box>84 1839 463 2061</box>
feature-col-2: "ಲೋಹಮಣಿಯೊಂದನ್ನು ವ್ಯಜ್ಞಾನಿಸಿದರೆ ಲೋಹದಿಂದಾದ ಎಲ್ಲ ವಸ್ತುಗಳನ್ನೂ ಅರಿತುಕೊಂಡಂತಾಗುತ್ತದೆ. ಲೋಹವು ಒಂದೇ ಸತ್ಯ; ಅದರ ರೂಪಾಂತರಗಳು ನಾಮಮಾತ್ರ. ಹಾಗೆಯೇ ಈ ಜಗತ್ತು ಸತ್‌ನಿಂದ ಹುಟ್ಟಿದೆ. ಸೃಷ್ಟಿಯ ಮೊದಲು ಇದ್ದುದು ಸತ್ ಒಂದೇ. ಅದು ಏಕಮೇವಾದ್ವಿತೀಯ." ತಂದೆಯ ಮಾತು ಕೇಳಿದ ಮಗ ತನ್ನ ಗುರುಗಳು ಇದನ್ನು ಬೋಧಿಸಲಿಲ್ಲ ಎನ್ನುತ್ತಾನೆ. ಆಗ ತಂದೆಯು ಅನೇಕ ದೃಷ್ಟಾಂತಗಳ ಮೂಲಕ ಮಗನಿಗೆ ಉಪದೇಶಿಸುತ್ತಾನೆ. ಜೇನುನೊಣಗಳು ಬೇರೆ ಬೇರೆ ಹೂಗಳ ರಸವನ್ನು ಸಂಗ್ರಹಿಸಿ ಒಂದೇ ಜೇನಾಗಿ ಮಾಡುತ್ತವೆ; ಆ ರಸಗಳು ತಾವು ಇಂಥ ಹೂವಿನ ರಸ ಎಂದು ತಿಳಿಯುವುದಿಲ್ಲ. ಹಾಗೆಯೇ ಎಲ್ಲ ಜೀವಿಗಳೂ ಸತ್‌ನಲ್ಲಿ ಸೇರಿದರೂ ತಾವು ಸತ್‌ನಲ್ಲಿ ಸೇರಿರುವುದಾಗಿ ತಿಳಿಯುವುದಿಲ್ಲ. "ಸ ಯ ಏಷೋಽಣಿಮಾ, ಐತದಾತ್ಮ್ಯಮಿದಂ ಸರ್ವಂ, ತತ್ಸತ್ಯಂ, ಸ ಆತ್ಮಾ। ತತ್ ತ್ವಮಸಿ ಶ್ವೇತಕೇತೋ ಇತಿ" (ಈ ಸೂಕ್ಷ್ಮವಾದ ಅಣಿಮಾ ಇದೆಯಲ್ಲ, ಇದೇ ಎಲ್ಲದರ ಆತ್ಮ; ಅದೇ ಸತ್ಯ; ಅದೇ ಆತ್ಮ. ಶ್ವೇತಕೇತು, ಅದೇ ನೀನಾಗಿರುವೆ.) ಇಲ್ಲಿ ಬರುವ ತತ್ ಎಂಬ ಪದವು ಪರಬ್ರಹ್ಮವನ್ನೂ, ತ್ವಮ್ ಎಂಬ ಪದವು ಜೀವನನ್ನೂ ಸೂಚಿಸುತ್ತವೆ. <box>823 329 1143 685</box>
section-title: ಮೈಸೂರು ನಗರ <box>212 87 360 121</box>
column-banner: ಸಂಸ್ಕೃತಿ ಚಿಂತನಾ <box>1151 153 1478 215</box>
letters-header: ನಿಮ್ಮ ಪತ್ರಗಳು <box>81 548 276 585</box>
page-number: 4 <box>127 85 146 124</box>
author-place: ಮೈಸೂರು <box>585 182 631 199</box>
veda-title: ವೇದ ಸುಳ್ಳಾದರೂ ಗಾದೆ ಸುಳ್ಳಾಗದು <box>87 472 460 494</box>
lead-photo <box>714 1594 1223 1878</box>
author-name: ಡಾ. ಹೆಚ್.ವಿ. ನಾಗರಾಜರಾವ್ <box>585 159 746 177</box>
laughing-face-icon <box>92 148 134 191</box>
author-photo <box>500 141 573 221</box>
quote-box <box>1236 1594 1478 1882</box>
feature-header <box>483 131 1478 225</box>
letter-title: ಮಧ್ಯಾಹ್ನವೇ ಜಂಬೂಸವಾರಿ ನೆರವೇರಲಿ <box>84 593 463 622</box>
quote-text: ಗ್ರಾಮೀಣ ಮತ್ತು ನಗರ ಪ್ರದೇಶದ ಮಹಿಳೆಯರು ಇ-ಕಾಮರ್ಸ್ ವೇದಿಕೆಗಳನ್ನು ಬಳಸಿ ತಮ್ಮ ಉದ್ಯಮವನ್ನು ವಿಸ್ತರಿಸಬಹುದು. COVID-19 ಕಾಲದಲ್ಲಿ ಡಿಜಿಟಲ್ ವೇದಿಕೆಗಳ ಮಹತ್ವ ಹೆಚ್ಚಾಗಿದೆ. ಮಹಿಳಾ ಉದ್ಯಮಿಗಳು ಈ ಅವಕಾಶವನ್ನು ಬಳಸಿಕೊಳ್ಳಬೇಕು. <box>1276 1596 1478 1734</box>
feature-headline: ತತ್ತ್ವಮಸಿ ಎಂಬ ತತ್ತ್ವದ ಉಪದೇಶ <box>661 240 1300 309</box>
editorial-motto2: (ಭೂಮಿಯು ಸತ್ಯದ ಮೇಲೆ ನಿಂತಿದೆ, ಸತ್ಯಕ್ಕಿಂತ ಮಿಗಿಲಾದ ಧರ್ಮವಿಲ್ಲ) <box>161 366 386 377</box>
photo-caption-small: ಮೈಸೂರುವಾರ್ಷಿಕ ಪ್ರಾರ್ಥಿನಿಗಳ ಸಂಘದ ಸಭೆ ಶ್ರೀರಾಮಪಟ್ಟಣದ ಮಹಾ ಮಠಾಧೀಶರಿಗೆ ಗೌರವ ಸಲ್ಲಿಸಲಾಯಿತು. ಹಿರಿಯ ಪತ್ರಕರ್ತರು ಹಾಜರಿದ್ದರು. <box>1263 1263 1452 1309</box>
quote-sign: -ಕೀರ್ತ್ತಿಪ್ರಭಾ, UBUNTU ಸಂಸ್ಥಾಪಕ ಅಧ್ಯಕ್ಷೆ <box>1300 1865 1478 1878</box>
amruta-title: ಅಮೃತವಾಹಿನಿ <box>87 409 460 437</box>
footer-imprint <box>84 2065 1478 2174</box>
